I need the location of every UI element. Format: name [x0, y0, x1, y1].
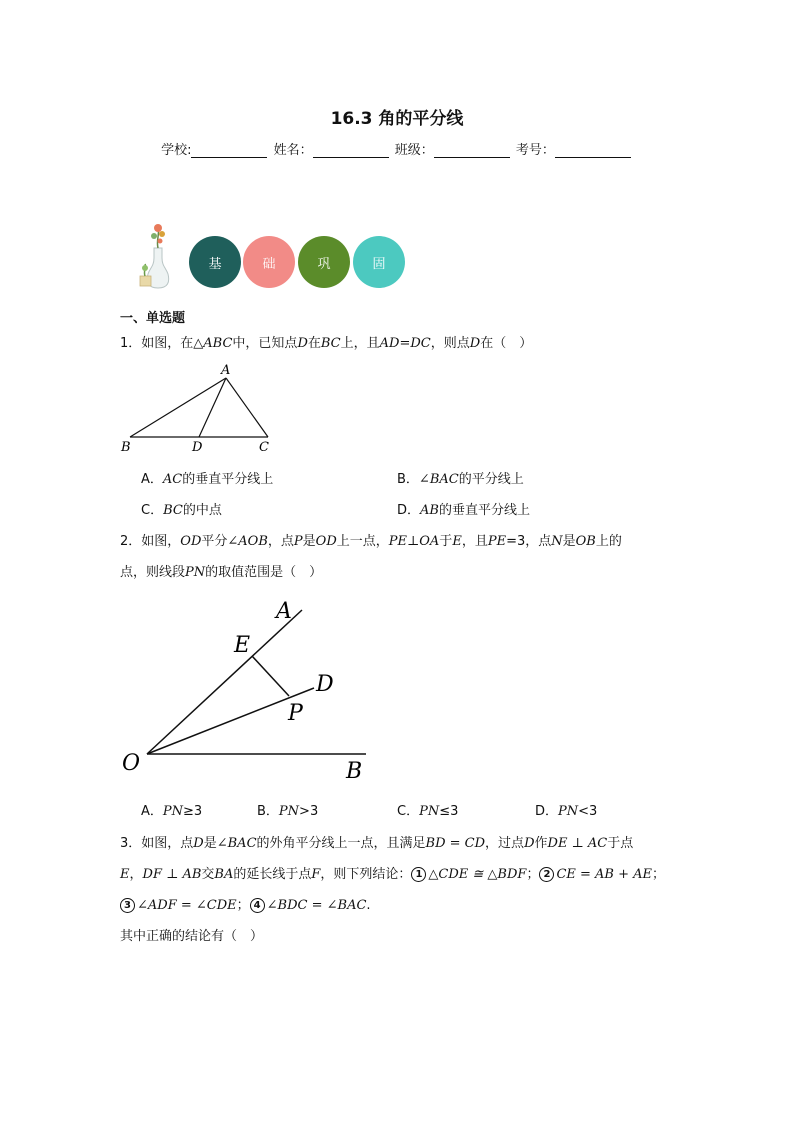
text-fragment: 的平分线上: [458, 472, 524, 487]
badge-chu-label: 础: [262, 256, 276, 272]
text-fragment: OB: [575, 534, 596, 549]
text-fragment: AB: [420, 503, 439, 518]
text-fragment: 的取值范围是（ ）: [205, 565, 323, 580]
question-3-text-line-2: [120, 863, 665, 882]
badge-chu: [243, 236, 295, 288]
text-fragment: ∠BAC: [216, 836, 257, 851]
text-fragment: 4: [250, 898, 265, 913]
label-O: O: [122, 751, 141, 776]
text-fragment: ，且: [461, 534, 488, 549]
text-fragment: N: [551, 534, 563, 549]
text-fragment: 点，则线段: [120, 565, 186, 580]
text-fragment: ∠AOB: [227, 534, 268, 549]
text-fragment: DE ⊥ AC: [547, 836, 608, 851]
text-fragment: 的外角平分线上一点，且满足: [256, 836, 426, 851]
badge-gu: [353, 236, 405, 288]
question-2-text-line-2: [120, 561, 322, 580]
text-fragment: 作: [534, 836, 548, 851]
label-E: E: [234, 633, 251, 658]
text-fragment: P: [293, 534, 303, 549]
text-fragment: PN: [419, 804, 440, 819]
text-fragment: PE: [487, 534, 507, 549]
text-fragment: .: [366, 898, 371, 913]
text-fragment: ；: [236, 898, 250, 913]
badge-gu-label: 固: [372, 256, 386, 272]
text-fragment: AD=DC: [379, 336, 431, 351]
text-fragment: ∠BDC = ∠BAC: [266, 898, 367, 913]
text-fragment: PN: [162, 804, 184, 819]
text-fragment: <3: [578, 804, 598, 819]
text-fragment: D: [524, 836, 535, 851]
text-fragment: AC: [162, 472, 183, 487]
text-fragment: 的中点: [182, 503, 222, 518]
vase-decoration-icon: [136, 222, 180, 290]
text-fragment: ；: [526, 867, 540, 882]
text-fragment: ∠ADF = ∠CDE: [137, 898, 237, 913]
section-title: 一、单选题: [120, 311, 186, 326]
label-D: D: [316, 672, 334, 697]
student-info-line: [0, 139, 794, 158]
text-fragment: 2: [539, 867, 554, 882]
text-fragment: BA: [214, 867, 234, 882]
text-fragment: 的延长线于点: [233, 867, 312, 882]
label-B: B: [121, 440, 131, 455]
question-2-option-b[interactable]: [257, 800, 318, 819]
text-fragment: △CDE ≅ △BDF: [428, 867, 527, 882]
label-D: D: [192, 440, 203, 455]
id-blank[interactable]: [555, 143, 631, 158]
badge-gong: [298, 236, 350, 288]
question-2-text-line-1: [120, 530, 622, 549]
text-fragment: 于点: [607, 836, 634, 851]
text-fragment: OD: [180, 534, 202, 549]
question-2-option-a[interactable]: [141, 800, 202, 819]
label-A: A: [221, 363, 231, 378]
text-fragment: C．: [141, 503, 164, 518]
text-fragment: 3．如图，点: [120, 836, 194, 851]
text-fragment: PN: [278, 804, 300, 819]
text-fragment: 1．如图，在: [120, 336, 194, 351]
school-blank[interactable]: [191, 143, 267, 158]
question-1-option-d[interactable]: [397, 499, 530, 518]
school-label: 学校:: [161, 143, 192, 158]
question-2-figure: [118, 592, 378, 788]
text-fragment: 上的: [595, 534, 622, 549]
label-P: P: [288, 701, 303, 726]
text-fragment: ，: [129, 867, 143, 882]
text-fragment: D．: [397, 503, 421, 518]
badge-gong-label: 巩: [317, 256, 331, 272]
text-fragment: C．: [397, 804, 420, 819]
text-fragment: A．: [141, 804, 163, 819]
text-fragment: 3: [120, 898, 135, 913]
text-fragment: ≥3: [183, 804, 203, 819]
text-fragment: 1: [411, 867, 426, 882]
question-3-text-line-4: 其中正确的结论有（ ）: [120, 929, 264, 944]
class-blank[interactable]: [434, 143, 510, 158]
question-1-text: [120, 332, 532, 351]
text-fragment: 是: [203, 836, 217, 851]
text-fragment: BC: [320, 336, 341, 351]
text-fragment: 在（ ）: [480, 336, 533, 351]
text-fragment: ∠BAC: [418, 472, 459, 487]
text-fragment: CE = AB + AE: [556, 867, 653, 882]
class-label: 班级：: [394, 143, 434, 158]
text-fragment: D: [193, 836, 204, 851]
question-1-option-c[interactable]: [141, 499, 222, 518]
text-fragment: B．: [397, 472, 419, 487]
text-fragment: BC: [163, 503, 183, 518]
text-fragment: 的垂直平分线上: [438, 503, 530, 518]
name-label: 姓名：: [273, 143, 313, 158]
text-fragment: PE⊥OA: [388, 534, 440, 549]
text-fragment: A．: [141, 472, 163, 487]
badge-ji-label: 基: [208, 256, 222, 272]
text-fragment: >3: [299, 804, 319, 819]
text-fragment: ≤3: [439, 804, 459, 819]
text-fragment: 是: [562, 534, 576, 549]
text-fragment: 于: [439, 534, 453, 549]
question-3-text-line-1: [120, 832, 633, 851]
text-fragment: 在: [307, 336, 321, 351]
id-label: 考号：: [515, 143, 555, 158]
text-fragment: D．: [535, 804, 559, 819]
text-fragment: PN: [185, 565, 206, 580]
text-fragment: F: [311, 867, 321, 882]
question-1-figure: [118, 360, 278, 458]
question-1-option-b[interactable]: [397, 468, 524, 487]
text-fragment: ，则点: [430, 336, 470, 351]
question-2-option-d[interactable]: [535, 800, 597, 819]
text-fragment: E: [452, 534, 462, 549]
text-fragment: ，点: [267, 534, 294, 549]
text-fragment: 是: [302, 534, 316, 549]
text-fragment: 的垂直平分线上: [182, 472, 274, 487]
text-fragment: ，则下列结论：: [320, 867, 412, 882]
text-fragment: ；: [652, 867, 666, 882]
text-fragment: ，过点: [485, 836, 525, 851]
text-fragment: OD: [315, 534, 337, 549]
name-blank[interactable]: [313, 143, 389, 158]
text-fragment: PN: [558, 804, 579, 819]
question-2-option-c[interactable]: [397, 800, 458, 819]
label-A: A: [276, 599, 292, 624]
text-fragment: E: [120, 867, 130, 882]
text-fragment: D: [297, 336, 308, 351]
question-3-text-line-3: [120, 894, 371, 913]
text-fragment: B．: [257, 804, 279, 819]
text-fragment: =3，点: [506, 534, 552, 549]
text-fragment: 2．如图，: [120, 534, 181, 549]
text-fragment: 上一点，: [336, 534, 389, 549]
text-fragment: 交: [201, 867, 215, 882]
text-fragment: BD = CD: [425, 836, 486, 851]
page-title: 16.3 角的平分线: [330, 109, 464, 129]
text-fragment: 平分: [201, 534, 228, 549]
text-fragment: 中，已知点: [232, 336, 298, 351]
label-C: C: [259, 440, 269, 455]
label-B: B: [346, 759, 363, 784]
question-1-option-a[interactable]: [141, 468, 273, 487]
text-fragment: 上，且: [340, 336, 380, 351]
text-fragment: DF ⊥ AB: [142, 867, 202, 882]
badge-ji: [189, 236, 241, 288]
text-fragment: D: [469, 336, 481, 351]
text-fragment: △ABC: [193, 336, 233, 351]
